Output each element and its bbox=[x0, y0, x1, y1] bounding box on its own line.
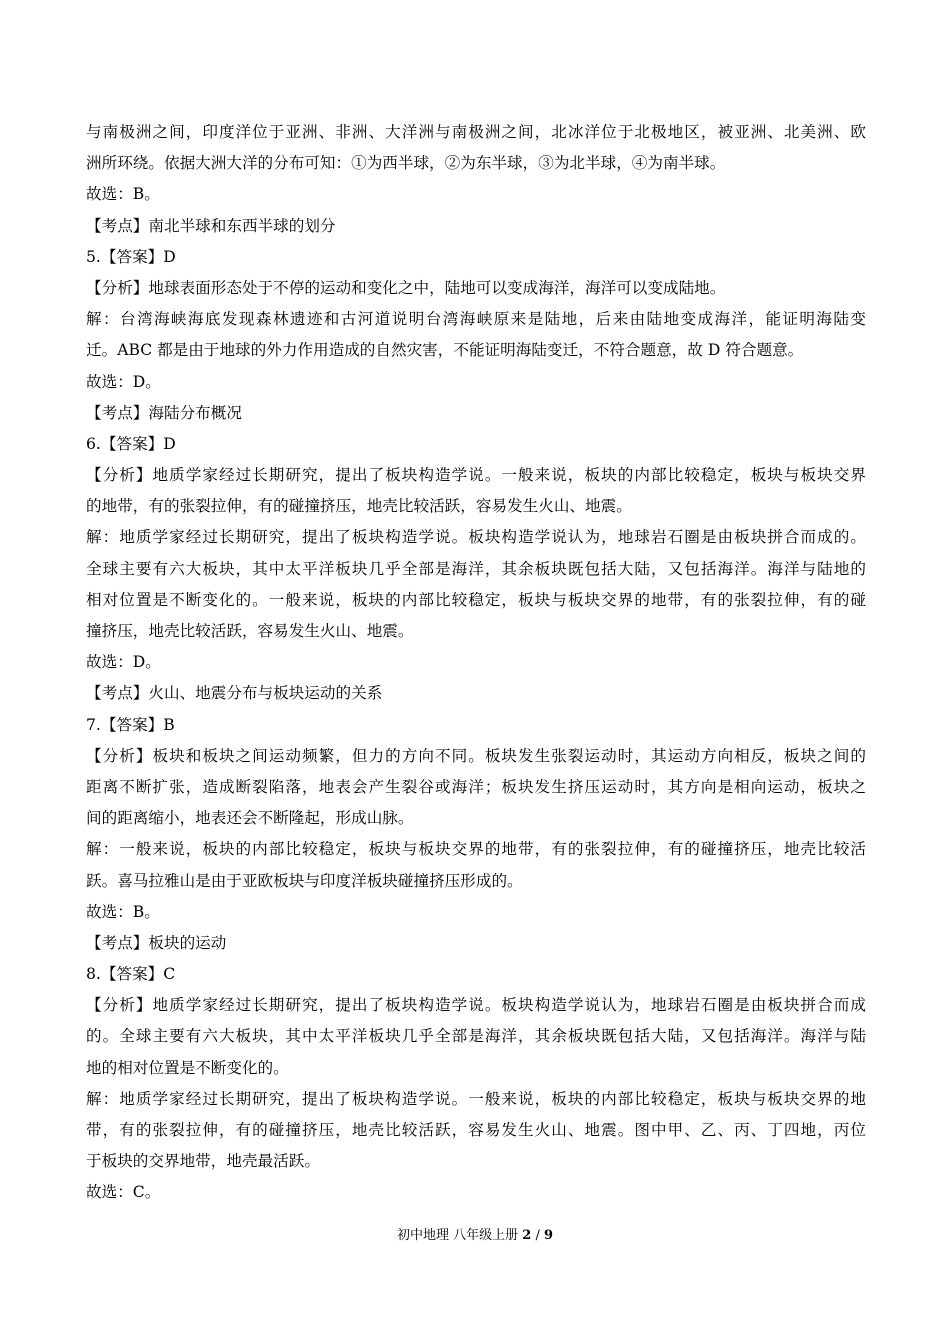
text-line: 解：一般来说，板块的内部比较稳定，板块与板块交界的地带，有的张裂拉伸，有的碰撞挤压，地壳比较活 bbox=[86, 840, 866, 859]
text-line: 7.【答案】B bbox=[86, 715, 175, 734]
page-total: 9 bbox=[543, 1228, 554, 1243]
text-line: 【分析】地质学家经过长期研究，提出了板块构造学说。一般来说，板块的内部比较稳定，板块与板块交界 bbox=[86, 466, 866, 485]
text-line: 距离不断扩张，造成断裂陷落，地表会产生裂谷或海洋；板块发生挤压运动时，其方向是相向运动，板块之 bbox=[86, 777, 866, 796]
text-line: 带，有的张裂拉伸，有的碰撞挤压，地壳比较活跃，容易发生火山、地震。图中甲、乙、丙、丁四地，丙位 bbox=[86, 1121, 866, 1139]
text-line: 5.【答案】D bbox=[86, 247, 176, 266]
text-line: 跃。喜马拉雅山是由于亚欧板块与印度洋板块碰撞挤压形成的。 bbox=[86, 871, 523, 890]
text-line: 8.【答案】C bbox=[86, 965, 176, 984]
page-number: 2 bbox=[522, 1228, 532, 1243]
text-line: 【分析】地质学家经过长期研究，提出了板块构造学说。板块构造学说认为，地球岩石圈是由板块拼合而成 bbox=[86, 996, 866, 1015]
text-line: 的地带，有的张裂拉伸，有的碰撞挤压，地壳比较活跃，容易发生火山、地震。 bbox=[86, 497, 632, 516]
text-line: 全球主要有六大板块，其中太平洋板块几乎全部是海洋，其余板块既包括大陆，又包括海洋。海洋与陆地的 bbox=[86, 559, 866, 578]
text-line: 【考点】火山、地震分布与板块运动的关系 bbox=[86, 684, 383, 703]
text-line: 地的相对位置是不断变化的。 bbox=[86, 1058, 289, 1077]
text-line: 【考点】南北半球和东西半球的划分 bbox=[86, 216, 336, 235]
page-separator: / bbox=[535, 1228, 540, 1243]
text-line: 解：地质学家经过长期研究，提出了板块构造学说。板块构造学说认为，地球岩石圈是由板块拼合而成的。 bbox=[86, 528, 866, 547]
text-line: 的。全球主要有六大板块，其中太平洋板块几乎全部是海洋，其余板块既包括大陆，又包括海洋。海洋与陆 bbox=[86, 1027, 866, 1046]
document-body bbox=[86, 117, 866, 1209]
text-line: 故选：D。 bbox=[86, 372, 161, 391]
text-line: 【考点】板块的运动 bbox=[86, 933, 227, 952]
text-line: 撞挤压，地壳比较活跃，容易发生火山、地震。 bbox=[86, 622, 414, 640]
text-line: 解：地质学家经过长期研究，提出了板块构造学说。一般来说，板块的内部比较稳定，板块与板块交界的地 bbox=[86, 1089, 866, 1108]
text-line: 故选：C。 bbox=[86, 1183, 161, 1202]
text-line: 故选：B。 bbox=[86, 185, 160, 204]
text-line: 【分析】板块和板块之间运动频繁，但力的方向不同。板块发生张裂运动时，其运动方向相反，板块之间的 bbox=[86, 746, 866, 765]
footer-label: 初中地理 八年级上册 bbox=[396, 1228, 519, 1243]
text-line: 6.【答案】D bbox=[86, 434, 176, 453]
text-line: 与南极洲之间，印度洋位于亚洲、非洲、大洋洲与南极洲之间，北冰洋位于北极地区，被亚洲、北美洲、欧 bbox=[86, 123, 866, 141]
page-footer bbox=[0, 1226, 950, 1246]
text-line: 相对位置是不断变化的。一般来说，板块的内部比较稳定，板块与板块交界的地带，有的张裂拉伸，有的碰 bbox=[86, 590, 866, 609]
text-line: 洲所环绕。依据大洲大洋的分布可知：①为西半球，②为东半球，③为北半球，④为南半球。 bbox=[86, 154, 726, 173]
text-line: 【考点】海陆分布概况 bbox=[86, 403, 242, 422]
text-line: 迁。ABC 都是由于地球的外力作用造成的自然灾害，不能证明海陆变迁，不符合题意，故 D 符合题意。 bbox=[86, 341, 804, 360]
text-line: 故选：D。 bbox=[86, 653, 161, 672]
text-line: 间的距离缩小，地表还会不断隆起，形成山脉。 bbox=[86, 809, 414, 828]
text-line: 故选：B。 bbox=[86, 902, 160, 921]
text-line: 于板块的交界地带，地壳最活跃。 bbox=[86, 1152, 320, 1171]
text-line: 【分析】地球表面形态处于不停的运动和变化之中，陆地可以变成海洋，海洋可以变成陆地。 bbox=[86, 278, 726, 297]
text-line: 解：台湾海峡海底发现森林遗迹和古河道说明台湾海峡原来是陆地，后来由陆地变成海洋，能证明海陆变 bbox=[86, 310, 866, 329]
